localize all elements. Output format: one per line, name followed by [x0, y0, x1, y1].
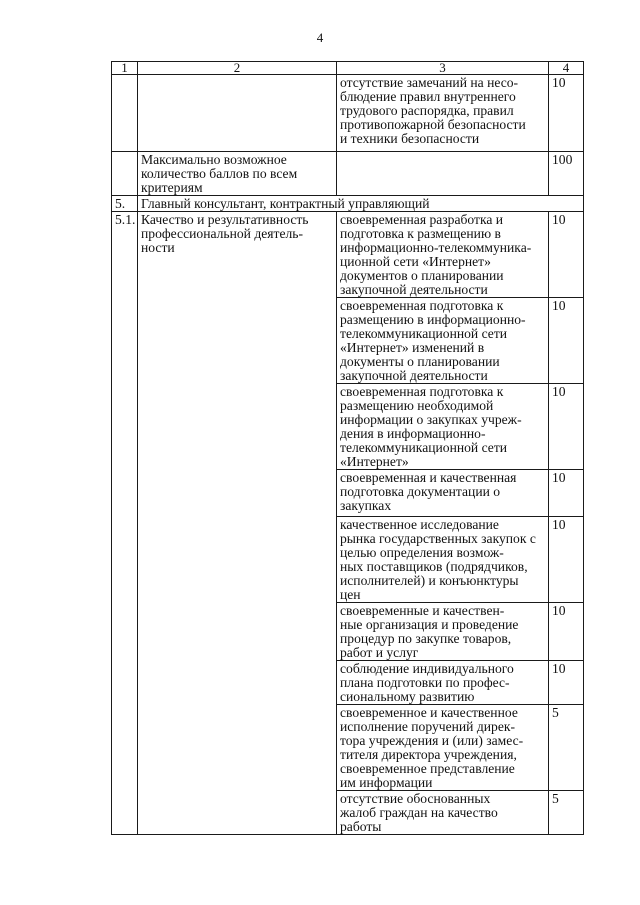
section-number: 5.: [112, 196, 138, 212]
points-cell: 10: [549, 603, 584, 661]
header-col-2: 2: [138, 62, 337, 75]
indicator-cell: качественное исследование рынка государственных закупок с целью определения возмож- ных поставщиков (подрядчиков, исполнителей) и конъюнктуры цен: [337, 517, 549, 603]
points-cell: 10: [549, 212, 584, 298]
indicator-cell: отсутствие обоснованных жалоб граждан на качество работы: [337, 791, 549, 835]
points-cell: 10: [549, 75, 584, 152]
page-number: 4: [316, 30, 324, 45]
indicator-cell: соблюдение индивидуального плана подготовки по профес- сиональному развитию: [337, 661, 549, 705]
criterion-cell: Максимально возможное количество баллов по всем критериям: [138, 152, 337, 196]
table-row: [112, 152, 584, 196]
indicator-cell: своевременная подготовка к размещению в информационно- телекоммуникационной сети «Интернет» изменений в документы о планировании закупочной деятельности: [337, 298, 549, 384]
indicator-cell: своевременная подготовка к размещению необходимой информации о закупках учреж- дения в информационно- телекоммуникационной сети «Интернет»: [337, 384, 549, 470]
table-row: [112, 75, 584, 152]
indicator-cell: своевременное и качественное исполнение поручений дирек- тора учреждения и (или) замес- тителя директора учреждения, своевременное представление им информации: [337, 705, 549, 791]
points-cell: 5: [549, 791, 584, 835]
points-cell: 10: [549, 298, 584, 384]
indicator-cell: отсутствие замечаний на несо- блюдение правил внутреннего трудового распорядка, правил противопожарной безопасности и техники безопасности: [337, 75, 549, 152]
table-header-row: [112, 62, 584, 75]
header-col-4: 4: [549, 62, 584, 75]
row-number: 5.1.: [112, 212, 138, 835]
points-cell: 100: [549, 152, 584, 196]
indicator-cell: своевременная и качественная подготовка документации о закупках: [337, 470, 549, 517]
points-cell: 10: [549, 384, 584, 470]
header-col-3: 3: [337, 62, 549, 75]
points-cell: 10: [549, 470, 584, 517]
indicator-cell: своевременная разработка и подготовка к размещению в информационно-телекоммуника- ционной сети «Интернет» документов о планировании закупочной деятельности: [337, 212, 549, 298]
indicator-cell: [337, 152, 549, 196]
points-cell: 10: [549, 517, 584, 603]
criterion-cell: [138, 75, 337, 152]
criteria-table: [111, 61, 584, 835]
points-cell: 5: [549, 705, 584, 791]
indicator-cell: своевременные и качествен- ные организация и проведение процедур по закупке товаров, работ и услуг: [337, 603, 549, 661]
row-number: [112, 152, 138, 196]
header-col-1: 1: [112, 62, 138, 75]
criterion-cell: Качество и результативность профессиональной деятель- ности: [138, 212, 337, 835]
section-row: [112, 196, 584, 212]
points-cell: 10: [549, 661, 584, 705]
row-number: [112, 75, 138, 152]
section-title: Главный консультант, контрактный управляющий: [138, 196, 584, 212]
table-row: [112, 212, 584, 298]
